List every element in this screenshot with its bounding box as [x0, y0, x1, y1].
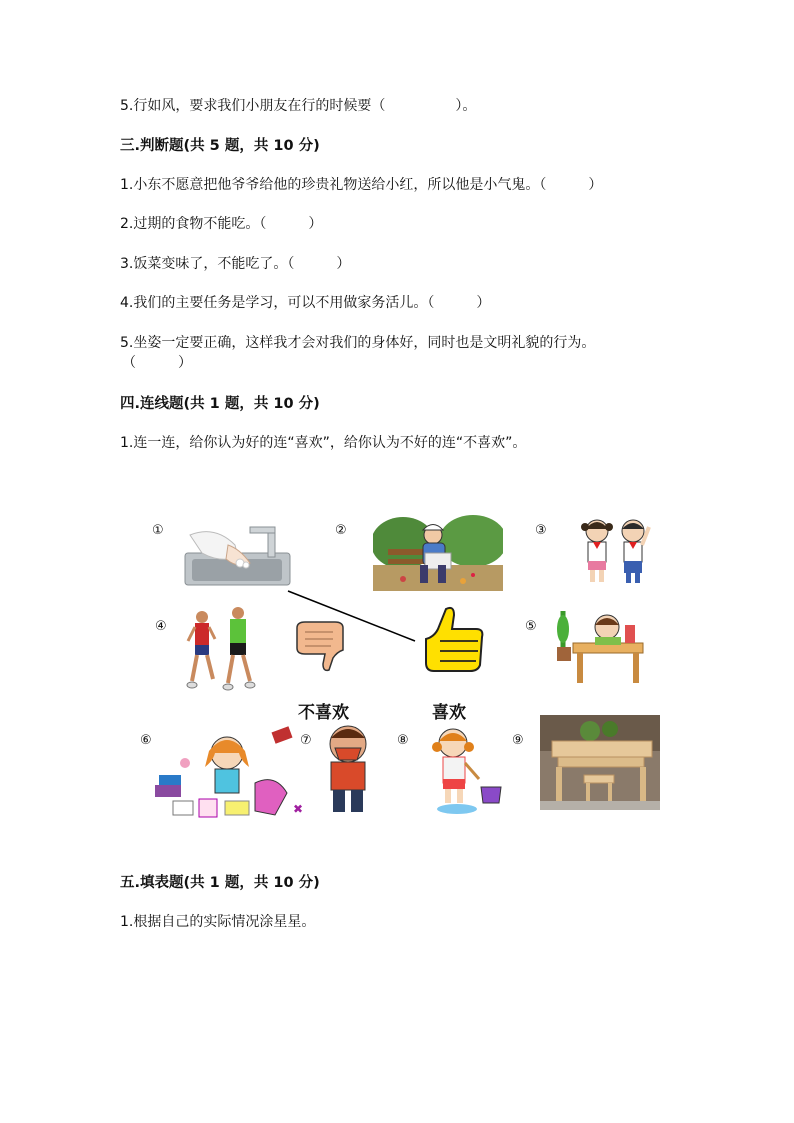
item-number-4: ④	[155, 619, 167, 634]
table-question-1: 1.根据自己的实际情况涂星星。	[120, 914, 316, 930]
matching-question-1: 1.连一连，给你认为好的连“喜欢”，给你认为不好的连“不喜欢”。	[120, 435, 527, 451]
item-number-1: ①	[152, 523, 164, 538]
dislike-label: 不喜欢	[298, 703, 349, 723]
judge-question-1: 1.小东不愿意把他爷爷给他的珍贵礼物送给小红，所以他是小气鬼。（ ）	[120, 177, 603, 193]
fill-question-5: 5.行如风，要求我们小朋友在行的时候要（ ）。	[120, 98, 477, 114]
sleeping-at-desk-picture	[555, 605, 647, 685]
item-number-7: ⑦	[300, 733, 312, 748]
like-label: 喜欢	[432, 703, 466, 723]
judge-question-4: 4.我们的主要任务是学习，可以不用做家务活儿。（ ）	[120, 295, 491, 311]
eating-boy-picture	[317, 720, 379, 820]
cleaning-girl-picture	[427, 723, 507, 818]
item-number-6: ⑥	[140, 733, 152, 748]
messy-room-picture	[155, 723, 305, 823]
item-number-8: ⑧	[397, 733, 409, 748]
item-number-3: ③	[535, 523, 547, 538]
judge-question-5-paren: （ ）	[122, 355, 192, 371]
item-number-5: ⑤	[525, 619, 537, 634]
matching-area	[140, 505, 665, 825]
item-number-2: ②	[335, 523, 347, 538]
wooden-desk-picture	[540, 715, 660, 810]
thumbs-up-icon	[420, 605, 486, 675]
judge-question-3: 3.饭菜变味了，不能吃了。（ ）	[120, 256, 351, 272]
section-5-title: 五.填表题(共 1 题，共 10 分)	[120, 875, 320, 891]
judge-question-2: 2.过期的食物不能吃。（ ）	[120, 216, 323, 232]
judge-question-5: 5.坐姿一定要正确，这样我才会对我们的身体好，同时也是文明礼貌的行为。	[120, 335, 596, 351]
item-number-9: ⑨	[512, 733, 524, 748]
section-3-title: 三.判断题(共 5 题，共 10 分)	[120, 138, 320, 154]
svg-text:✖: ✖	[293, 802, 304, 816]
section-4-title: 四.连线题(共 1 题，共 10 分)	[120, 396, 320, 412]
